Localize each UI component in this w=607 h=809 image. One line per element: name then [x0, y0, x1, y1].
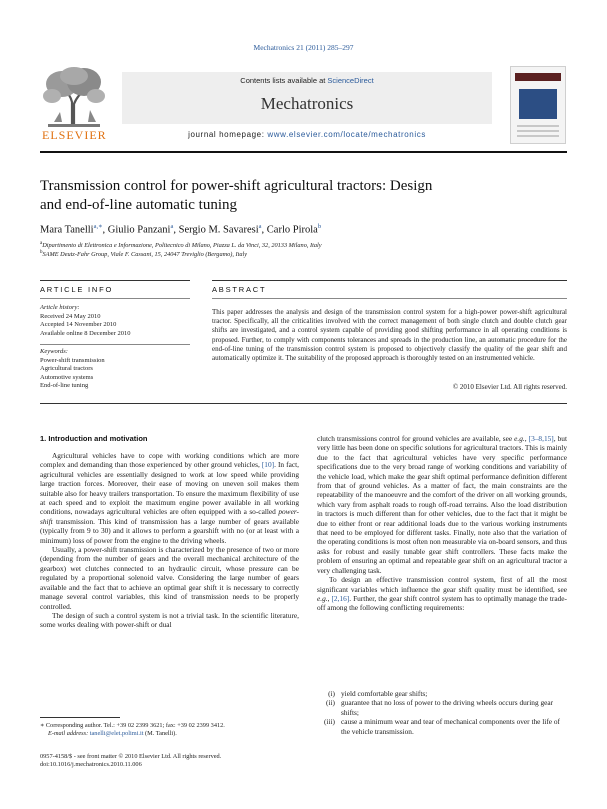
- history-item: Accepted 14 November 2010: [40, 321, 117, 329]
- journal-homepage: [122, 130, 492, 139]
- homepage-link[interactable]: www.elsevier.com/locate/mechatronics: [267, 130, 426, 139]
- article-history: [40, 304, 190, 338]
- keywords-label: Keywords:: [40, 348, 68, 355]
- emphasis: power-shift: [40, 507, 299, 526]
- doi-link[interactable]: doi:10.1016/j.mechatronics.2010.11.006: [40, 761, 142, 769]
- left-column: [40, 451, 299, 630]
- article-meta: [40, 753, 221, 770]
- publisher-wordmark: ELSEVIER: [42, 128, 107, 142]
- list-item: [317, 698, 567, 717]
- paragraph: [40, 451, 299, 545]
- text: To design an effective transmission control system, first of all the most significant variables which influence the gear shift quality must be identified, see: [317, 575, 567, 594]
- text: ,: [327, 593, 332, 603]
- email-line: [40, 730, 305, 738]
- cover-line: [517, 125, 559, 127]
- author-list: Mara Tanelli$^{a,∗}$, Giulio Panzani$^a$, Sergio M. Savaresi$^a$, Carlo Pirola$^b$: [40, 223, 322, 236]
- cover-line: [517, 130, 559, 132]
- publisher-logo: [40, 66, 108, 146]
- list-item: [317, 717, 567, 736]
- affiliation-text: SAME Deutz-Fahr Group, Viale F. Cassani, 15, 24047 Treviglio (Bergamo), Italy: [42, 251, 248, 259]
- keyword: End-of-line tuning: [40, 382, 89, 390]
- journal-cover-thumbnail: [510, 66, 566, 144]
- list-text: guarantee that no loss of power to the driving wheels occurs during gear shifts;: [341, 698, 554, 717]
- contents-line: [122, 76, 492, 85]
- emphasis: e.g.: [317, 593, 328, 603]
- text: Agricultural vehicles have to cope with working conditions which are more complex and demanding than those experienced by other ground vehicles,: [40, 451, 299, 470]
- author-mark[interactable]: a: [258, 223, 262, 230]
- homepage-prefix: journal homepage:: [188, 130, 268, 139]
- list-text: cause a minimum wear and tear of mechanical components over the life of the vehicle transmission.: [341, 717, 561, 736]
- sciencedirect-link[interactable]: ScienceDirect: [327, 76, 374, 85]
- keyword: Agricultural tractors: [40, 365, 93, 373]
- masthead-banner: [122, 72, 492, 124]
- copyright-notice: © 2010 Elsevier Ltd. All rights reserved.: [452, 383, 567, 391]
- author-mark[interactable]: a: [170, 223, 174, 230]
- affiliation-mark: b: [40, 250, 43, 255]
- keywords-divider: [40, 344, 190, 345]
- paragraph: [317, 434, 567, 575]
- article-info-divider: [40, 280, 190, 281]
- cover-band: [515, 73, 561, 81]
- affiliation: [40, 241, 322, 249]
- list-number: (ii): [326, 698, 335, 708]
- affiliation-text: Dipartimento di Elettronica e Informazione, Politecnico di Milano, Piazza L. da Vinci, 32, 20133 Milano, Italy: [42, 242, 322, 250]
- list-text: yield comfortable gear shifts;: [341, 689, 428, 698]
- history-item: Received 24 May 2010: [40, 312, 101, 320]
- text: clutch transmissions control for ground vehicles are available, see: [317, 434, 515, 443]
- author-name: Giulio Panzani: [107, 224, 171, 236]
- text: . Further, the gear shift control system has to optimally manage the trade-off among the following conflicting requirements:: [317, 593, 567, 613]
- email-label: E-mail address:: [48, 730, 90, 738]
- requirements-list: [317, 689, 567, 736]
- keywords-block: [40, 348, 190, 391]
- article-info-heading: ARTICLE INFO: [40, 285, 114, 294]
- text: , but very little has been done on specific solutions for agricultural tractors. This is mainly due to the fact that agricultural vehicles have very specific performance specifications due to the very broad range of working conditions and variability of the vehicle load, which make the gear shift optimal performance definition different from that of ground vehicles. As a matter of fact, the main constraints are the repeatability of the manoeuvre and the comfort of the driver on all working grounds, which vary from asphalt roads to rough off-road terrains. Also the load distribution in tractors is much different than for other vehicles, due to the fact that it might be due to either front or rear additional loads due to the various working instruments that need to be employed for different tasks. Finally, note also that the variation of the operating conditions is most often non measurable via on-board sensors, and thus asks for robust and easily tunable gear shift controllers. These facts make the problem of ensuring an optimal and repeatable gear shift on an agricultural tractor a very challenging task.: [317, 434, 567, 575]
- citation-link[interactable]: [2,16]: [331, 593, 350, 603]
- header-divider: [40, 151, 567, 153]
- journal-name: Mechatronics: [260, 94, 354, 113]
- list-number: (iii): [323, 717, 335, 727]
- keyword: Automotive systems: [40, 373, 94, 381]
- list-item: [317, 689, 567, 698]
- text: transmission. This kind of transmission has a large number of gears available (typically from 9 to 30) and it allows to perform a gearshift with no (or at least with a minimum) loss of power from the engine to the driving wheels.: [40, 516, 299, 545]
- abstract-divider: [212, 280, 567, 281]
- text: . In fact, agricultural vehicles are essentially designed to work at low speed while providing large traction forces. Moreover, their ease of moving on uneven soil makes them suitable also for heavy trailers transportation. To ensure the maximum flexibility of use at each speed and to exploit the maximum engine power available in all working conditions, nowadays agricultural vehicles are often equipped with a so-called: [40, 460, 299, 517]
- paragraph: Usually, a power-shift transmission is characterized by the presence of two or more (depending from the number of gears and the overall mechanical architecture of the gearbox) wet clutches connected to an hydraulic circuit, whose pressure can be regulated by a proportional solenoid valve. Considering the large number of gears available and the fact that to achieve an optimal gear shift it is necessary to correctly manage several control variables, this kind of transmission needs to be properly controlled.: [40, 545, 299, 611]
- footnote: [40, 722, 305, 739]
- emphasis: e.g.: [514, 434, 525, 443]
- contents-prefix: Contents lists available at: [240, 76, 328, 85]
- corresponding-author: ∗ Corresponding author. Tel.: +39 02 2399 3621; fax: +39 02 2399 3412.: [40, 722, 225, 729]
- keyword: Power-shift transmission: [40, 356, 105, 364]
- affiliation-mark: a: [40, 241, 43, 246]
- article-title: [40, 177, 567, 215]
- abstract-text: This paper addresses the analysis and design of the transmission control system for a high-power power-shift agricultural tractor. Specifically, all the criticalities involved with the correct management of both single clutch and double clutch gear shifts are investigated, and a control system capable of providing good shifting performance in all operating conditions is proposed. Further, to comply with components tolerances and spreads in the production line, an automatic procedure for the end-of-line tuning of the transmission control system is proposed to objectively classify the quality of the gear shift and automatically optimize it. The suitability of the proposed approach is thoroughly tested on an instrumented vehicle.: [212, 308, 567, 363]
- email-link[interactable]: tanelli@elet.polimi.it: [89, 730, 144, 738]
- abstract-subdivider: [212, 298, 567, 299]
- list-number: (i): [328, 689, 335, 698]
- author-mark[interactable]: a,∗: [93, 223, 103, 230]
- issn-line: 0957-4158/$ - see front matter © 2010 Elsevier Ltd. All rights reserved.: [40, 753, 222, 760]
- cover-line: [517, 135, 559, 137]
- email-suffix: (M. Tanelli).: [143, 730, 177, 738]
- cover-image: [519, 89, 557, 119]
- title-line: and end-of-line automatic tuning: [40, 197, 238, 213]
- paragraph: The design of such a control system is not a trivial task. In the scientific literature, some works dealing with power-shift or dual: [40, 610, 299, 630]
- citation-link[interactable]: [3–8,15]: [528, 434, 554, 443]
- affiliation: [40, 250, 247, 258]
- author-name: Carlo Pirola: [266, 224, 318, 236]
- title-line: Transmission control for power-shift agricultural tractors: Design: [40, 178, 433, 194]
- text: ,: [524, 434, 529, 443]
- abstract-heading: ABSTRACT: [212, 285, 267, 294]
- author-name: Sergio M. Savaresi: [178, 224, 259, 236]
- citation-link[interactable]: [10]: [261, 460, 275, 470]
- section-heading: 1. Introduction and motivation: [40, 434, 148, 443]
- paragraph: [317, 575, 567, 613]
- journal-masthead: [40, 66, 567, 150]
- footnote-divider: [40, 717, 120, 718]
- right-column: [317, 434, 567, 613]
- author-name: Mara Tanelli: [40, 224, 94, 236]
- history-label: Article history:: [40, 304, 80, 311]
- abstract-end-divider: [40, 403, 567, 404]
- journal-reference[interactable]: Mechatronics 21 (2011) 285–297: [253, 43, 354, 52]
- article-info-subdivider: [40, 298, 190, 299]
- elsevier-tree-icon: [40, 66, 108, 130]
- author-mark[interactable]: b: [317, 223, 322, 230]
- history-item: Available online 8 December 2010: [40, 329, 131, 337]
